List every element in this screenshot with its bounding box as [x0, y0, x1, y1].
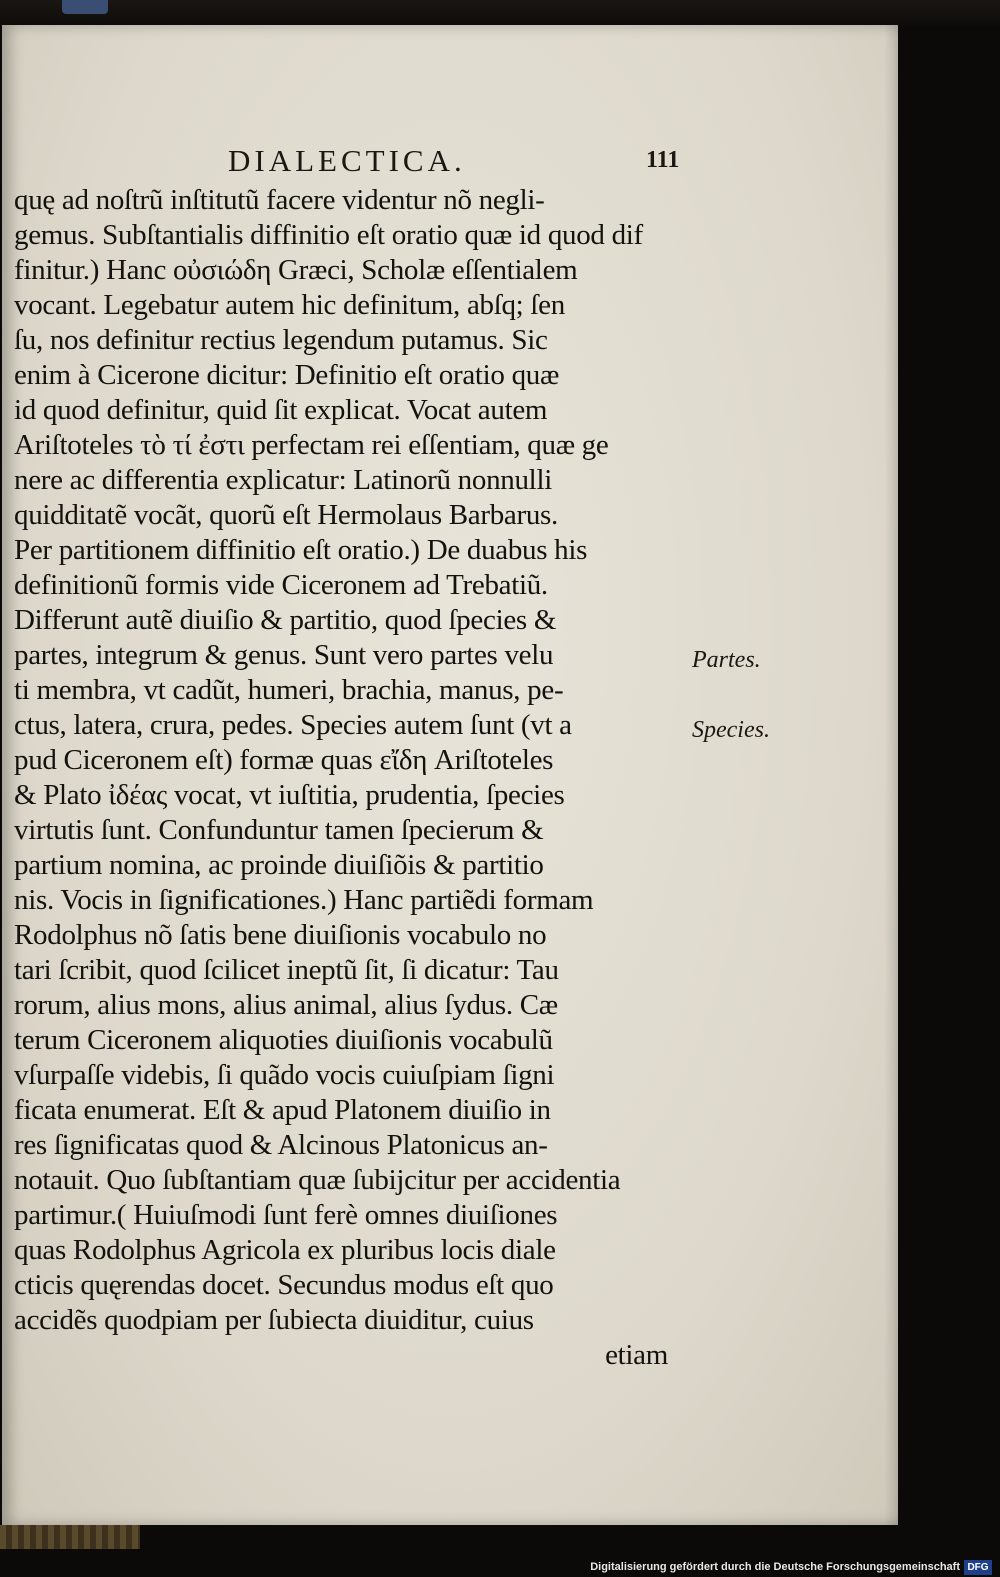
- text-line: finitur.) Hanc οὐσιώδη Græci, Scholæ eſſentialem: [14, 254, 578, 286]
- text-line: rorum, alius mons, alius animal, alius ſydus. Cæ: [14, 989, 558, 1021]
- text-line: virtutis ſunt. Confunduntur tamen ſpecierum &: [14, 814, 544, 846]
- scan-top-edge: [0, 0, 1000, 26]
- body-text: [14, 183, 686, 1373]
- text-line: partium nomina, ac proinde diuiſiõis & partitio: [14, 849, 544, 881]
- text-line: ſu, nos definitur rectius legendum putamus. Sic: [14, 324, 548, 356]
- text-line: quę ad noſtrũ inſtitutũ facere videntur nõ negli-: [14, 184, 545, 216]
- text-line: quas Rodolphus Agricola ex pluribus locis diale: [14, 1234, 556, 1266]
- text-line: vocant. Legebatur autem hic definitum, abſq; ſen: [14, 289, 565, 321]
- text-line: accidẽs quodpiam per ſubiecta diuiditur, cuius: [14, 1304, 534, 1336]
- text-line: Differunt autẽ diuiſio & partitio, quod ſpecies &: [14, 604, 557, 636]
- text-line: quidditatẽ vocãt, quorũ eſt Hermolaus Barbarus.: [14, 499, 558, 531]
- text-line: cticis quęrendas docet. Secundus modus eſt quo: [14, 1269, 554, 1301]
- text-line: Per partitionem diffinitio eſt oratio.) De duabus his: [14, 534, 588, 566]
- text-line: definitionũ formis vide Ciceronem ad Trebatiũ.: [14, 569, 548, 601]
- text-line: tari ſcribit, quod ſcilicet ineptũ ſit, ſi dicatur: Tau: [14, 954, 559, 986]
- binding-tab: [62, 0, 108, 14]
- text-line: Ariſtoteles τὸ τί ἐστι perfectam rei eſſentiam, quæ ge: [14, 429, 609, 461]
- text-line: gemus. Subſtantialis diffinitio eſt oratio quæ id quod dif: [14, 219, 643, 251]
- text-line: vſurpaſſe videbis, ſi quãdo vocis cuiuſpiam ſigni: [14, 1059, 555, 1091]
- running-head: [2, 143, 898, 183]
- text-line: Rodolphus nõ ſatis bene diuiſionis vocabulo no: [14, 919, 547, 951]
- page-number: 111: [646, 147, 680, 173]
- marginal-note-partes: Partes.: [692, 647, 761, 673]
- dfg-logo: DFG: [964, 1560, 992, 1575]
- text-line: notauit. Quo ſubſtantiam quæ ſubijcitur per accidentia: [14, 1164, 621, 1196]
- scan-bottom-edge: [0, 1525, 1000, 1577]
- text-line: terum Ciceronem aliquoties diuiſionis vocabulũ: [14, 1024, 553, 1056]
- running-head-title: DIALECTICA.: [228, 143, 466, 178]
- text-line: res ſignificatas quod & Alcinous Platonicus an-: [14, 1129, 548, 1161]
- text-line: pud Ciceronem eſt) formæ quas εἴδη Ariſtoteles: [14, 744, 554, 776]
- text-line: nis. Vocis in ſignificationes.) Hanc partiẽdi formam: [14, 884, 594, 916]
- catchword: etiam: [605, 1339, 668, 1371]
- book-page: [2, 25, 898, 1525]
- text-line: nere ac differentia explicatur: Latinorũ nonnulli: [14, 464, 552, 496]
- binding-edge-strip: [0, 1525, 140, 1549]
- text-line: ctus, latera, crura, pedes. Species autem ſunt (vt a: [14, 709, 572, 741]
- text-line: partimur.( Huiuſmodi ſunt ferè omnes diuiſiones: [14, 1199, 558, 1231]
- text-line: & Plato ἰδέας vocat, vt iuſtitia, prudentia, ſpecies: [14, 779, 565, 811]
- text-line: ti membra, vt cadũt, humeri, brachia, manus, pe-: [14, 674, 564, 706]
- digitization-credit: Digitalisierung gefördert durch die Deutsche Forschungsgemeinschaft: [590, 1561, 960, 1573]
- text-line: ficata enumerat. Eſt & apud Platonem diuiſio in: [14, 1094, 551, 1126]
- text-line: enim à Cicerone dicitur: Definitio eſt oratio quæ: [14, 359, 560, 391]
- marginal-note-species: Species.: [692, 717, 770, 743]
- text-line: partes, integrum & genus. Sunt vero partes velu: [14, 639, 554, 671]
- text-line: id quod definitur, quid ſit explicat. Vocat autem: [14, 394, 548, 426]
